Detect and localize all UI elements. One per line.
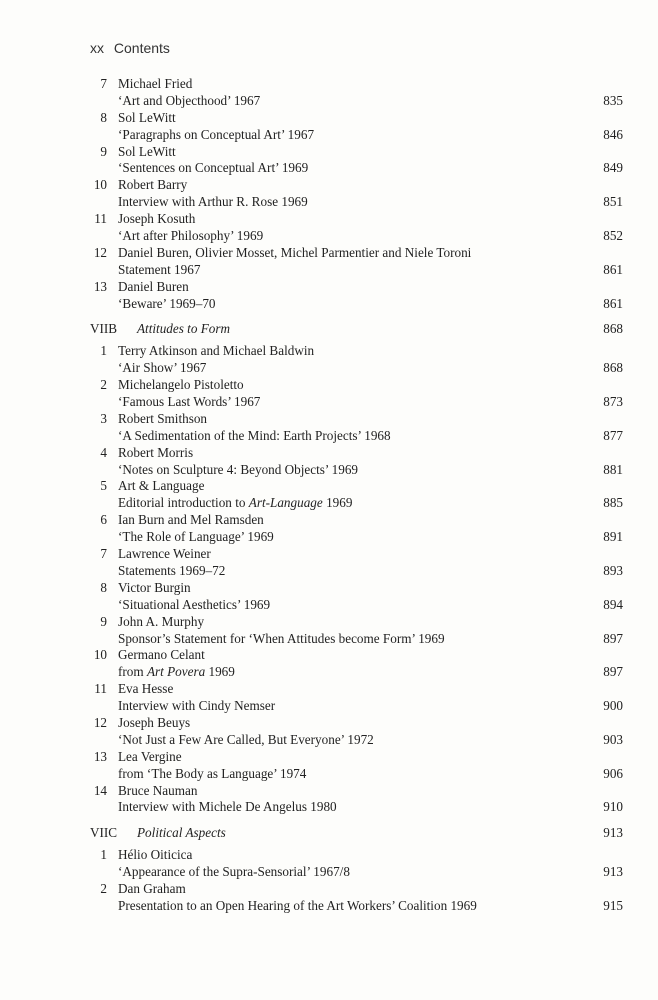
- entry-title-italic: Art Povera: [146, 664, 206, 680]
- entry-number: 11: [94, 681, 107, 697]
- entry-page-number: 868: [603, 360, 623, 376]
- toc-entry-title-line: [90, 529, 623, 546]
- toc-entry-author-line: [90, 647, 623, 664]
- entry-title-text: Interview with Cindy Nemser: [118, 698, 276, 714]
- entry-author: Sol LeWitt: [118, 143, 176, 159]
- toc-entry-title-line: [90, 160, 623, 177]
- entry-page-number: 891: [603, 529, 623, 545]
- entry-author: Art & Language: [118, 478, 205, 494]
- toc-entry-author-line: [90, 478, 623, 495]
- entry-number: 2: [100, 880, 107, 896]
- section-page-number: 868: [603, 321, 623, 337]
- entry-number: 7: [100, 76, 107, 91]
- entry-author: Michelangelo Pistoletto: [118, 377, 244, 393]
- entry-title: [118, 296, 216, 313]
- entry-page-number: 897: [603, 630, 623, 646]
- entry-number: 12: [93, 244, 107, 260]
- entry-author: Michael Fried: [118, 76, 193, 91]
- entry-author: Germano Celant: [118, 647, 205, 663]
- entry-title: [118, 732, 374, 749]
- entry-author: Robert Morris: [118, 444, 194, 460]
- toc-entry-author-line: [90, 881, 623, 898]
- entry-title: [118, 864, 350, 881]
- toc-entry-author-line: [90, 76, 623, 93]
- entry-page-number: 910: [603, 799, 623, 815]
- entry-title: [118, 799, 337, 816]
- entry-title-italic: Art-Language: [248, 495, 323, 511]
- section-label: VIIC: [90, 825, 118, 841]
- entry-page-number: 846: [603, 126, 623, 142]
- entry-title: [118, 495, 352, 512]
- entry-title-text: Statements 1969–72: [118, 562, 226, 578]
- toc-entry-title-line: [90, 766, 623, 783]
- toc-entry-author-line: [90, 512, 623, 529]
- toc-entry-author-line: [90, 445, 623, 462]
- entry-title-after: 1969: [205, 664, 235, 680]
- entry-title: [118, 698, 275, 715]
- entry-page-number: 861: [603, 261, 623, 277]
- entry-author: Hélio Oiticica: [118, 847, 193, 863]
- entry-number: 8: [100, 109, 107, 125]
- toc-entry-title-line: [90, 563, 623, 580]
- toc-entry-title-line: [90, 597, 623, 614]
- entry-page-number: 893: [603, 562, 623, 578]
- entry-number: 3: [100, 410, 107, 426]
- entry-author: John A. Murphy: [118, 613, 205, 629]
- entry-author: Terry Atkinson and Michael Baldwin: [118, 343, 315, 359]
- toc-entry-title-line: [90, 127, 623, 144]
- entry-author: Joseph Kosuth: [118, 211, 196, 227]
- entry-title-text: ‘Art after Philosophy’ 1969: [118, 228, 264, 244]
- entry-title-text: ‘A Sedimentation of the Mind: Earth Projects’ 1968: [118, 427, 391, 443]
- toc-entry-author-line: [90, 177, 623, 194]
- entry-page-number: 851: [603, 194, 623, 210]
- entry-number: 2: [100, 377, 107, 393]
- toc-entry-author-line: [90, 614, 623, 631]
- entry-page-number: 897: [603, 664, 623, 680]
- toc-entry-title-line: [90, 360, 623, 377]
- entry-number: 14: [93, 782, 107, 798]
- toc-entry-title-line: [90, 296, 623, 313]
- entry-title: [118, 766, 306, 783]
- entry-author: Ian Burn and Mel Ramsden: [118, 512, 264, 528]
- entry-title: [118, 194, 308, 211]
- toc-entry-title-line: [90, 698, 623, 715]
- toc-entry-author-line: [90, 681, 623, 698]
- entry-page-number: 849: [603, 160, 623, 176]
- entry-page-number: 894: [603, 596, 623, 612]
- toc-entry-author-line: [90, 783, 623, 800]
- entry-author: Victor Burgin: [118, 579, 191, 595]
- entry-page-number: 852: [603, 228, 623, 244]
- toc-entry-title-line: [90, 93, 623, 110]
- running-header: [90, 40, 170, 56]
- entry-title-text: ‘Appearance of the Supra-Sensorial’ 1967/8: [118, 864, 350, 880]
- entry-author: Joseph Beuys: [118, 714, 191, 730]
- entry-author: Sol LeWitt: [118, 109, 176, 125]
- toc-entry-author-line: [90, 377, 623, 394]
- entry-author: Lawrence Weiner: [118, 546, 211, 562]
- entry-page-number: 913: [603, 864, 623, 880]
- entry-title: [118, 428, 391, 445]
- toc-entry-author-line: [90, 546, 623, 563]
- entry-page-number: 873: [603, 394, 623, 410]
- entry-title: [118, 394, 260, 411]
- toc-entry-author-line: [90, 411, 623, 428]
- entry-number: 10: [93, 647, 107, 663]
- entry-author: Dan Graham: [118, 880, 186, 896]
- section-heading: [90, 825, 623, 842]
- entry-title-text: ‘Notes on Sculpture 4: Beyond Objects’ 1969: [118, 461, 359, 477]
- toc-entry-author-line: [90, 580, 623, 597]
- entry-title: [118, 228, 263, 245]
- entry-title-text: ‘The Role of Language’ 1969: [118, 529, 274, 545]
- toc-entry-author-line: [90, 245, 623, 262]
- toc-entry-title-line: [90, 864, 623, 881]
- entry-number: 13: [93, 278, 107, 294]
- entry-number: 4: [100, 444, 107, 460]
- section-title: Attitudes to Form: [137, 321, 231, 337]
- entry-number: 8: [100, 579, 107, 595]
- toc-entry-author-line: [90, 211, 623, 228]
- entry-title-text: from: [118, 664, 147, 680]
- entry-number: 13: [93, 748, 107, 764]
- toc-entry-title-line: [90, 394, 623, 411]
- table-of-contents: [90, 76, 623, 915]
- entry-author: Lea Vergine: [118, 748, 182, 764]
- entry-page-number: 906: [603, 765, 623, 781]
- entry-number: 9: [100, 613, 107, 629]
- entry-title-text: ‘Famous Last Words’ 1967: [118, 394, 261, 410]
- toc-entry-author-line: [90, 144, 623, 161]
- entry-title: [118, 597, 270, 614]
- entry-title-text: Interview with Arthur R. Rose 1969: [118, 194, 308, 210]
- entry-title: [118, 664, 235, 681]
- entry-page-number: 915: [603, 897, 623, 913]
- header-title: Contents: [113, 40, 170, 56]
- entry-number: 11: [94, 211, 107, 227]
- entry-title-text: ‘Art and Objecthood’ 1967: [118, 92, 261, 108]
- section-title: Political Aspects: [137, 825, 226, 841]
- entry-author: Eva Hesse: [118, 681, 174, 697]
- entry-title-text: ‘Paragraphs on Conceptual Art’ 1967: [118, 126, 315, 142]
- section-heading: [90, 321, 623, 338]
- entry-number: 10: [93, 177, 107, 193]
- entry-title: [118, 160, 308, 177]
- entry-title: [118, 563, 225, 580]
- page-folio: xx: [90, 40, 104, 56]
- entry-title: [118, 898, 477, 915]
- entry-title-text: Statement 1967: [118, 261, 201, 277]
- entry-title: [118, 529, 274, 546]
- entry-title-text: ‘Beware’ 1969–70: [118, 295, 216, 311]
- toc-entry-title-line: [90, 495, 623, 512]
- entry-number: 7: [100, 546, 107, 562]
- toc-entry-title-line: [90, 428, 623, 445]
- entry-author: Robert Smithson: [118, 410, 208, 426]
- entry-title-text: ‘Sentences on Conceptual Art’ 1969: [118, 160, 309, 176]
- toc-entry-author-line: [90, 847, 623, 864]
- entry-title: [118, 93, 260, 110]
- entry-title-text: ‘Air Show’ 1967: [118, 360, 207, 376]
- toc-entry-title-line: [90, 462, 623, 479]
- entry-page-number: 885: [603, 495, 623, 511]
- toc-entry-author-line: [90, 279, 623, 296]
- entry-page-number: 900: [603, 698, 623, 714]
- toc-entry-title-line: [90, 664, 623, 681]
- entry-number: 5: [100, 478, 107, 494]
- entry-author: Daniel Buren, Olivier Mosset, Michel Parmentier and Niele Toroni: [118, 244, 472, 260]
- entry-title: [118, 262, 200, 279]
- entry-title-after: 1969: [322, 495, 353, 511]
- entry-title-text: ‘Not Just a Few Are Called, But Everyone’ 1972: [118, 731, 374, 747]
- entry-title-text: from ‘The Body as Language’ 1974: [118, 765, 307, 781]
- toc-entry-author-line: [90, 343, 623, 360]
- entry-author: Bruce Nauman: [118, 782, 198, 798]
- toc-entry-title-line: [90, 898, 623, 915]
- entry-page-number: 903: [603, 731, 623, 747]
- toc-entry-title-line: [90, 732, 623, 749]
- entry-page-number: 835: [603, 92, 623, 108]
- entry-number: 9: [100, 143, 107, 159]
- entry-number: 1: [100, 847, 107, 863]
- entry-title-text: ‘Situational Aesthetics’ 1969: [118, 596, 271, 612]
- toc-entry-author-line: [90, 715, 623, 732]
- entry-title: [118, 127, 314, 144]
- entry-number: 6: [100, 512, 107, 528]
- entry-author: Daniel Buren: [118, 278, 189, 294]
- entry-title: [118, 631, 445, 648]
- entry-author: Robert Barry: [118, 177, 188, 193]
- entry-number: 12: [93, 714, 107, 730]
- entry-title-text: Interview with Michele De Angelus 1980: [118, 799, 337, 815]
- toc-entry-author-line: [90, 749, 623, 766]
- toc-entry-author-line: [90, 110, 623, 127]
- section-page-number: 913: [603, 825, 623, 841]
- entry-title: [118, 360, 206, 377]
- entry-title-text: Presentation to an Open Hearing of the Art Workers’ Coalition 1969: [118, 897, 477, 913]
- toc-entry-title-line: [90, 631, 623, 648]
- entry-title-text: Sponsor’s Statement for ‘When Attitudes become Form’ 1969: [118, 630, 445, 646]
- entry-title-text: Editorial introduction to: [118, 495, 249, 511]
- entry-page-number: 877: [603, 427, 623, 443]
- entry-title: [118, 462, 358, 479]
- toc-entry-title-line: [90, 262, 623, 279]
- toc-entry-title-line: [90, 194, 623, 211]
- entry-page-number: 861: [603, 295, 623, 311]
- entry-page-number: 881: [603, 461, 623, 477]
- toc-entry-title-line: [90, 228, 623, 245]
- section-label: VIIB: [90, 321, 118, 337]
- toc-entry-title-line: [90, 799, 623, 816]
- entry-number: 1: [100, 343, 107, 359]
